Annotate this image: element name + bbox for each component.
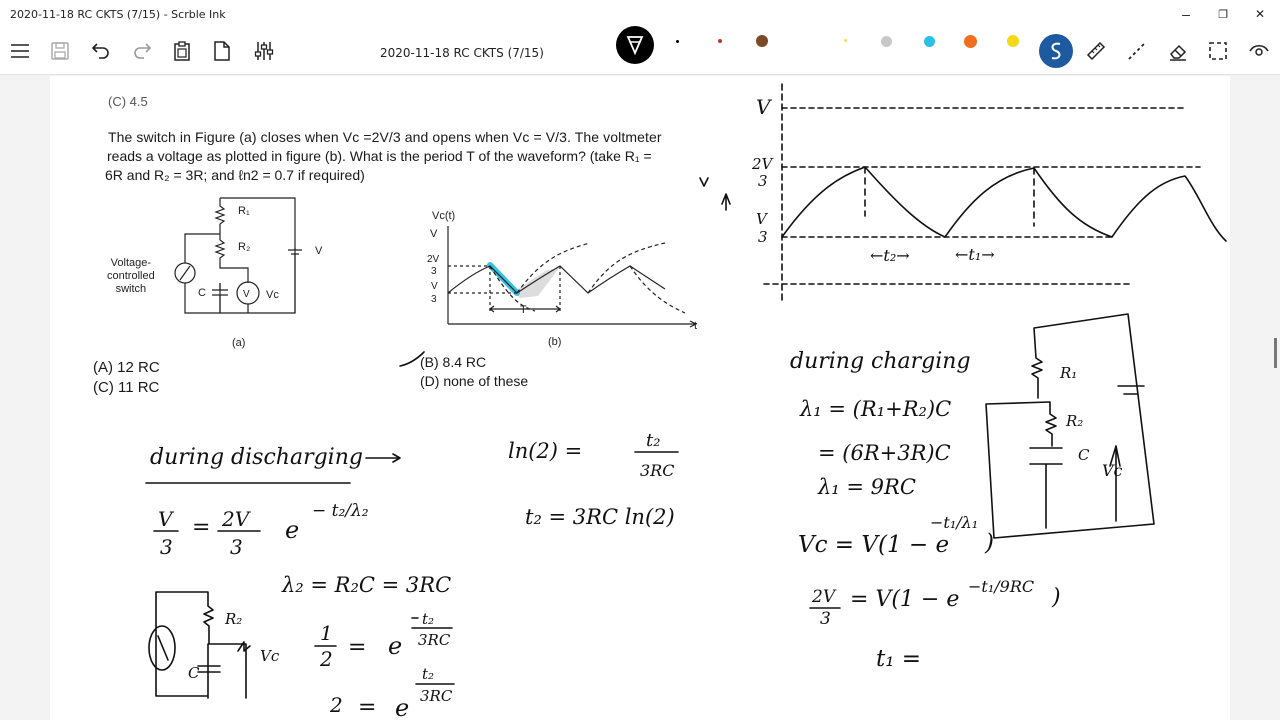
vc-eq: Vc = V(1 − e [798,532,950,558]
graph-t2-label: ←t₂→ [870,246,910,265]
t2-eq: t₂ = 3RC ln(2) [525,505,675,529]
ruler-icon [1085,40,1107,62]
window-title: 2020-11-18 RC CKTS (7/15) - Scrble Ink [10,8,226,21]
question-line-2: reads a voltage as plotted in figure (b). What is the period T of the waveform? (take R₁ = [107,148,652,164]
two-eq: = [358,695,377,720]
pen-yellow-fine[interactable] [844,39,847,42]
eq1-e: e [285,516,300,544]
lambda1b-eq: = (6R+3R)C [818,441,951,465]
fig-b-t-label: T [520,304,527,316]
paste-button[interactable] [167,36,197,66]
fig-b-v-tick: V [430,228,438,240]
graph-vv-label: V [756,210,767,228]
circuit-vc: Vc [1102,461,1123,480]
new-page-button[interactable] [207,36,237,66]
frac-close: ) [1052,585,1061,610]
eq1-lhs-den: 3 [160,535,173,559]
t1-eq: t₁ = [876,646,922,672]
fig-b-2v-tick: 2V [427,254,440,265]
eraser-button[interactable] [1163,36,1193,66]
eq1-eq: = [192,515,211,540]
clipboard-icon [171,40,193,62]
question-line-1: The switch in Figure (a) closes when Vc =2V/3 and opens when Vc = V/3. The voltmeter [108,129,662,145]
page-icon [212,40,232,62]
option-a: (A) 12 RC [93,359,160,376]
fig-a-r1-label: R₁ [238,205,250,217]
pen-black-fine[interactable] [676,40,679,43]
ink-canvas[interactable] [50,76,1230,720]
close-button[interactable]: ✕ [1254,7,1266,21]
fig-a-vc-label: Vc [266,289,279,301]
pen-orange[interactable] [964,35,977,48]
fig-b-3b-tick: 3 [431,294,437,305]
title-bar [0,0,1280,28]
lambda1c-eq: λ₁ = 9RC [818,475,916,499]
fig-a-r2-label: R₂ [238,241,251,253]
graph-3b-label: 3 [758,228,768,246]
graph-v-label: V [756,95,771,119]
lambda2-eq: λ₂ = R₂C = 3RC [282,573,452,597]
ruler-button[interactable] [1081,36,1111,66]
save-icon [50,41,70,61]
small-circuit-r2: R₂ [225,610,243,628]
fig-b-caption: (b) [548,336,562,348]
eq1-exp: − t₂/λ₂ [312,501,369,521]
graph-t1-label: ←t₁→ [955,245,995,264]
half-den: 2 [320,647,333,671]
sliders-icon [253,40,275,62]
pen-active[interactable] [616,26,654,64]
question-fragment: (C) 4.5 [108,94,148,109]
fig-a-v-label: V [315,245,323,257]
fig-a-c-label: C [198,287,206,299]
vc-exp: −t₁/λ₁ [930,513,979,532]
charging-title: during charging [790,349,971,374]
frac-den: 3 [820,609,831,629]
pen-cyan[interactable] [924,36,935,47]
two-exp-den: 3RC [420,687,453,705]
pen-red[interactable] [718,39,722,43]
eq1-den: 3 [230,535,243,559]
document-title: 2020-11-18 RC CKTS (7/15) [380,46,544,60]
half-e: e [388,632,403,660]
lasso-select-icon [1207,40,1229,62]
menu-button[interactable] [5,36,35,66]
graph-2v-label: 2V [752,155,773,173]
fig-a-switch-label: Voltage- controlled switch [107,257,155,295]
scrollbar-thumb[interactable] [1274,338,1277,368]
discharging-title: during discharging [150,445,363,470]
circuit-r1: R₁ [1060,364,1078,382]
small-circuit-vc: Vc [260,647,280,665]
graph-3a-label: 3 [758,172,768,190]
hamburger-icon [9,42,31,60]
fig-b-t-axis: t [694,320,698,332]
pen-tip-icon [616,26,654,64]
two-e: e [395,694,410,720]
redo-icon [131,40,153,62]
circuit-c: C [1078,446,1090,464]
ln2-eq: ln(2) = [508,439,583,463]
circuit-r2: R₂ [1066,412,1084,430]
pen-brown[interactable] [756,35,768,47]
option-d: (D) none of these [420,373,529,389]
line-tool-button[interactable] [1122,36,1152,66]
fig-a-caption: (a) [232,337,246,349]
frac-eq: = V(1 − e [850,587,960,612]
two-exp-num: t₂ [422,665,435,683]
scribble-mode-button[interactable] [1039,34,1073,68]
pen-gray[interactable] [881,36,892,47]
eye-icon [1248,40,1270,62]
save-button[interactable] [45,36,75,66]
small-circuit-c: C [188,664,200,682]
undo-icon [90,40,112,62]
option-b: (B) 8.4 RC [420,354,487,370]
two-lhs: 2 [330,693,343,717]
fig-b-vv-tick: V [431,281,438,292]
dashed-line-icon [1126,40,1148,62]
view-button[interactable] [1244,36,1274,66]
handwritten-notes [50,76,1230,720]
fig-b-ylabel: Vc(t) [432,210,456,222]
frac-exp: −t₁/9RC [968,577,1035,596]
lambda1-eq: λ₁ = (R₁+R₂)C [800,397,952,421]
scribble-icon [1046,40,1066,62]
fig-a-voltmeter-label: V [243,289,250,300]
maximize-button[interactable]: ❐ [1218,8,1228,21]
eq1-num: 2V [222,507,250,531]
half-eq: = [348,635,367,660]
ln2-num: t₂ [646,430,661,451]
half-exp-num: t₂ [422,610,435,628]
vc-close: ) [985,530,994,556]
frac-num: 2V [812,587,836,607]
settings-button[interactable] [249,36,279,66]
fig-b-3a-tick: 3 [431,266,437,277]
half-num: 1 [320,621,333,645]
ln2-den: 3RC [640,461,675,480]
minimize-button[interactable]: – [1182,6,1190,22]
redo-button[interactable] [127,36,157,66]
pen-yellow[interactable] [1007,35,1019,47]
undo-button[interactable] [86,36,116,66]
eq1-lhs-num: V [158,507,173,531]
eraser-icon [1167,40,1189,62]
question-line-3: 6R and R₂ = 3R; and ℓn2 = 0.7 if required) [105,167,365,183]
half-exp-den: 3RC [418,631,451,649]
toolbar [0,28,1280,75]
select-button[interactable] [1203,36,1233,66]
option-c: (C) 11 RC [93,379,160,396]
